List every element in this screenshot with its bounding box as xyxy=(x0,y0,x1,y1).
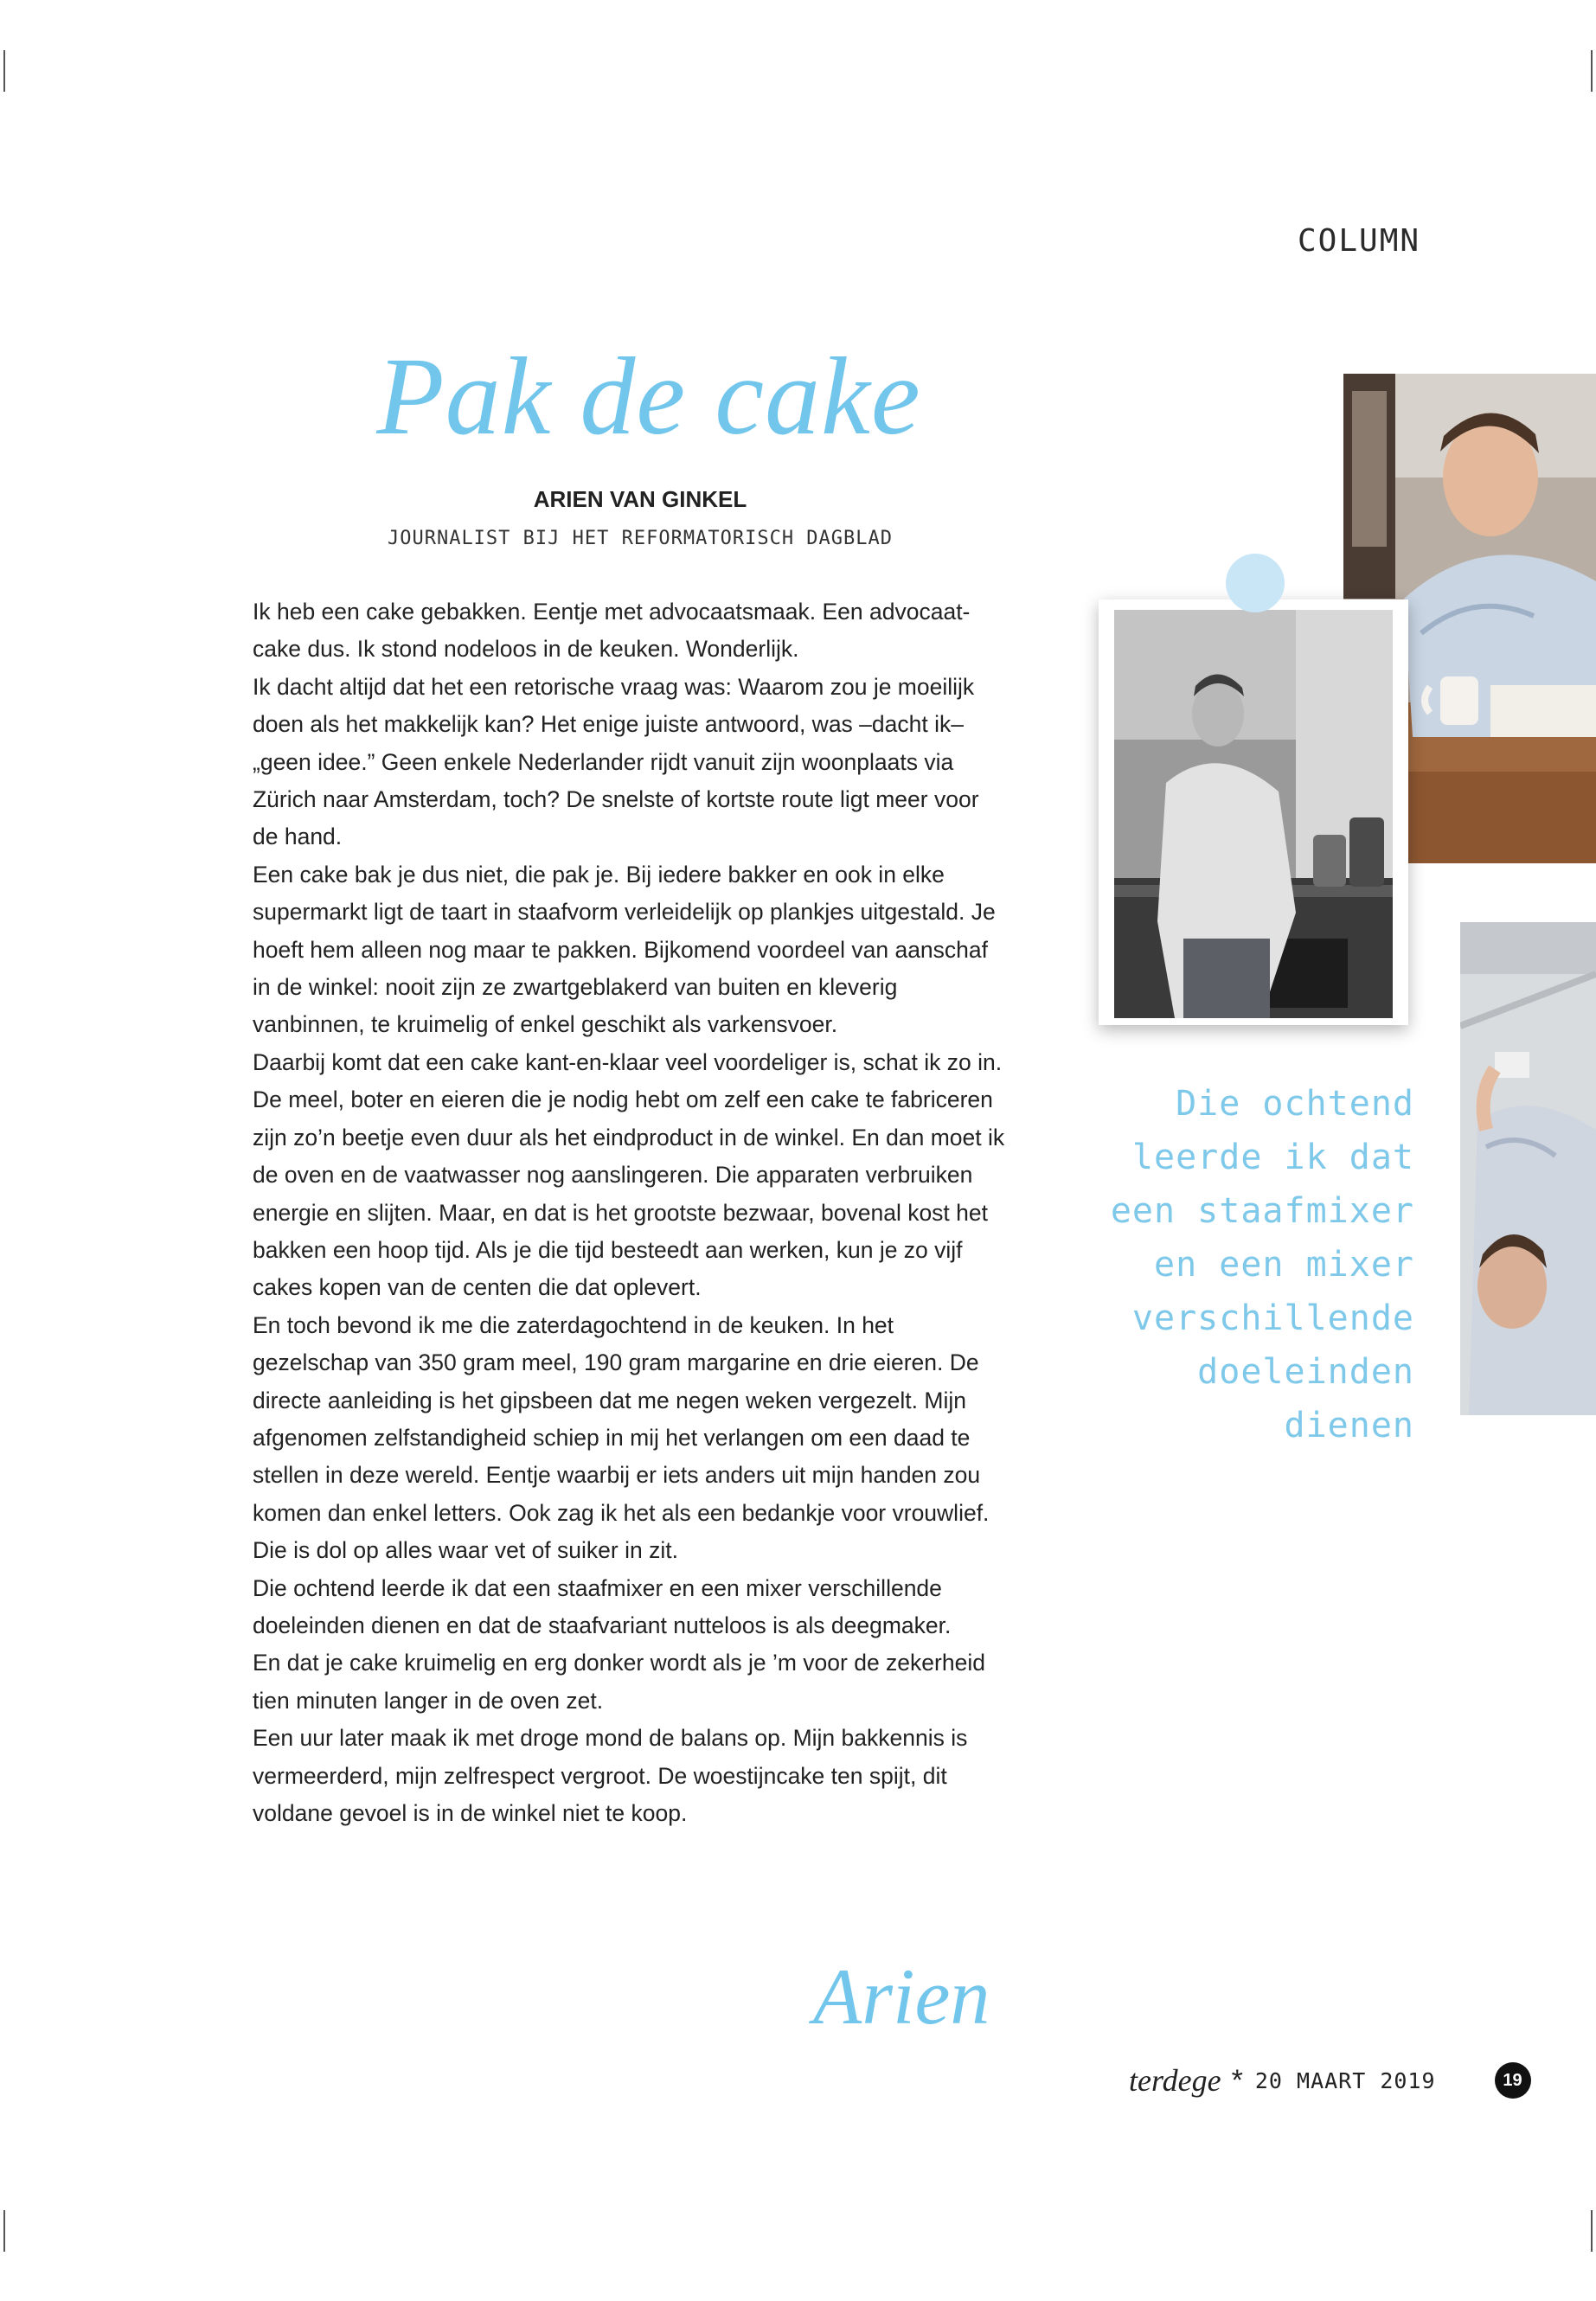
paragraph: Ik dacht altijd dat het een retorische vraag was: Waarom zou je moeilijk doen als het makkelijk kan? Het enige juiste antwoord, was –dacht ik– „geen idee.” Geen enkele Nederlander rijdt vanuit zijn woonplaats via Zürich naar Amsterdam, toch? De snelste of kortste route ligt meer voor de hand. xyxy=(253,673,979,850)
crop-mark-top-right xyxy=(1591,50,1593,92)
asterisk-icon: * xyxy=(1231,2063,1243,2097)
page-footer xyxy=(1129,2063,1531,2098)
paragraph: Die ochtend leerde ik dat een staafmixer en een mixer verschillende doeleinden dienen en dat de staafvariant nutteloos is als deegmaker. xyxy=(253,1574,952,1638)
article-title: Pak de cake xyxy=(376,335,921,458)
author-role: JOURNALIST BIJ HET REFORMATORISCH DAGBLAD xyxy=(387,528,894,549)
paragraph: Daarbij komt dat een cake kant-en-klaar veel voordeliger is, schat ik zo in. De meel, boter en eieren die je nodig hebt om zelf een cake te fabriceren zijn zo’n beetje even duur als het eindproduct in de winkel. En dan moet ik de oven en de vaatwasser nog aanslingeren. Die apparaten verbruiken energie en slijten. Maar, en dat is het grootste bezwaar, bovenal kost het bakken een hoop tijd. Als je die tijd besteedt aan werken, kun je zo vijf cakes kopen van de centen die dat oplevert. xyxy=(253,1048,1005,1301)
paragraph: En toch bevond ik me die zaterdagochtend in de keuken. In het gezelschap van 350 gram meel, 190 gram margarine en drie eieren. De directe aanleiding is het gipsbeen dat me negen weken vergezelt. Mijn afgenomen zelfstandigheid schiep in mij het verlangen om een daad te stellen in deze wereld. Eentje waarbij er iets anders uit mijn handen zou komen dan enkel letters. Ook zag ik het als een bedankje voor vrouwlief. Die is dol op alles waar vet of suiker in zit. xyxy=(253,1311,990,1564)
photo-ceiling-work xyxy=(1460,922,1596,1415)
author-signature: Arien xyxy=(813,1952,990,2041)
paragraph: En dat je cake kruimelig en erg donker wordt als je ’m voor de zekerheid tien minuten langer in de oven zet. xyxy=(253,1650,985,1714)
pull-quote: Die ochtend leerde ik dat een staafmixer en een mixer verschillende doeleinden dienen xyxy=(1110,1084,1414,1445)
issue-date: 20 MAART 2019 xyxy=(1254,2067,1436,2093)
paragraph: Ik heb een cake gebakken. Eentje met advocaatsmaak. Een advocaat-cake dus. Ik stond nodeloos in de keuken. Wonderlijk. xyxy=(253,599,971,663)
crop-mark-top-left xyxy=(3,50,5,92)
page-number: 19 xyxy=(1495,2062,1531,2099)
decorative-dot xyxy=(1226,554,1285,612)
magazine-brand: terdege xyxy=(1129,2063,1221,2098)
paragraph: Een uur later maak ik met droge mond de balans op. Mijn bakkennis is vermeerderd, mijn zelfrespect vergroot. De woestijncake ten spijt, dit voldane gevoel is in de winkel niet te koop. xyxy=(253,1725,968,1826)
crop-mark-bottom-left xyxy=(3,2210,5,2252)
paragraph: Een cake bak je dus niet, die pak je. Bij iedere bakker en ook in elke supermarkt ligt de taart in staafvorm verleidelijk op plankjes uitgestald. Je hoeft hem alleen nog maar te pakken. Bijkomend voordeel van aanschaf in de winkel: nooit zijn ze zwartgeblakerd van buiten en kleverig vanbinnen, te kruimelig of enkel geschikt als varkensvoer. xyxy=(253,861,996,1038)
crop-mark-bottom-right xyxy=(1591,2210,1593,2252)
article-body xyxy=(253,593,1007,1832)
section-label: COLUMN xyxy=(1298,223,1421,259)
author-name: ARIEN VAN GINKEL xyxy=(533,486,747,512)
photo-kitchen xyxy=(1099,599,1408,1025)
